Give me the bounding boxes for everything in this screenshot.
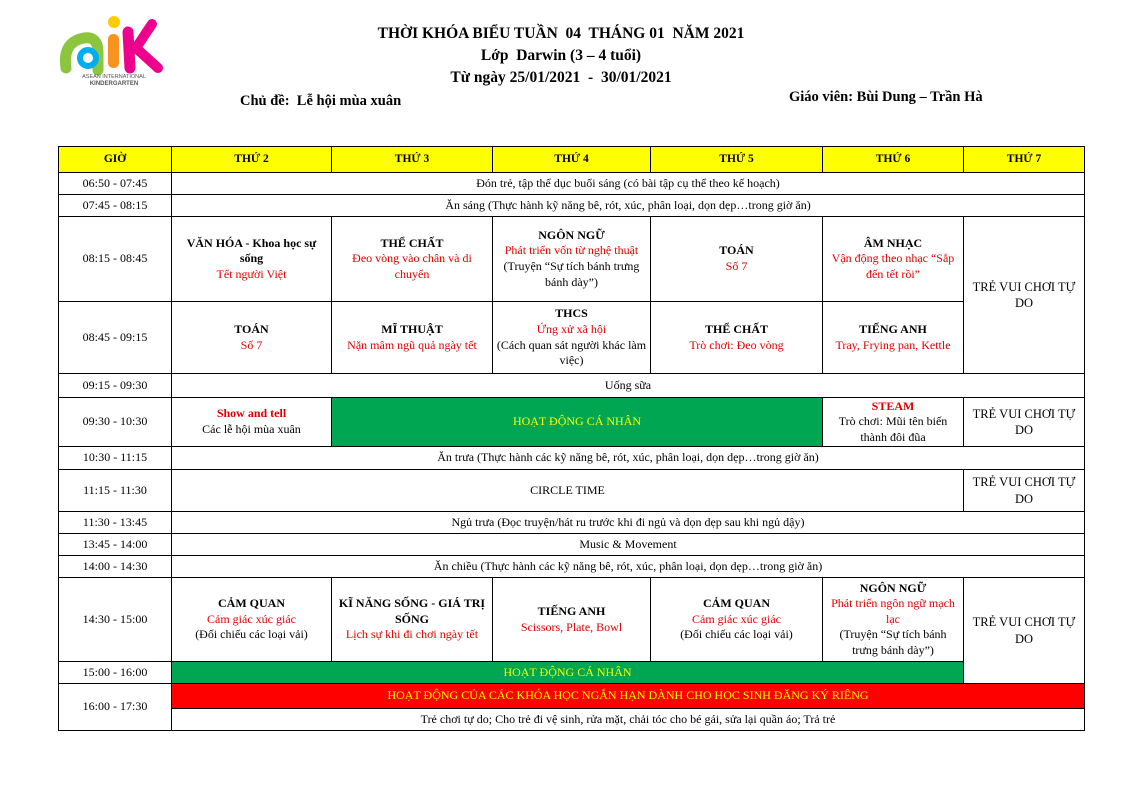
time-cell: 14:00 - 14:30 (59, 556, 172, 578)
subject: ÂM NHẠC (863, 235, 923, 250)
col-mon: THỨ 2 (172, 147, 332, 173)
table-row (59, 578, 1085, 662)
fri-0845 (823, 302, 964, 374)
milk-activity: Uống sữa (172, 374, 1085, 398)
subject: NGÔN NGỮ (859, 580, 927, 595)
topic: Cảm giác xúc giác (207, 611, 296, 626)
table-row (59, 195, 1085, 217)
sat-free-play: TRẺ VUI CHƠI TỰ DO (964, 217, 1085, 374)
theme-label: Chủ đề: Lễ hội mùa xuân (240, 93, 402, 109)
subject: VĂN HÓA - Khoa học sự sống (186, 235, 317, 266)
table-row (59, 447, 1085, 470)
time-cell: 10:30 - 11:15 (59, 447, 172, 470)
col-time: GIỜ (59, 147, 172, 173)
table-row (59, 534, 1085, 556)
table-row (59, 302, 1085, 374)
table-row (59, 470, 1085, 512)
header-row (59, 147, 1085, 173)
individual-activity-bar: HOẠT ĐỘNG CÁ NHÂN (172, 662, 964, 684)
time-cell: 13:45 - 14:00 (59, 534, 172, 556)
class-line: Lớp Darwin (3 – 4 tuổi) (480, 47, 642, 64)
subject: TIẾNG ANH (859, 321, 927, 336)
subject: Show and tell (216, 406, 287, 421)
time-cell: 08:15 - 08:45 (59, 217, 172, 302)
topic: Vận động theo nhạc “Sắp đến tết rồi” (831, 251, 955, 281)
table-row (59, 662, 1085, 684)
fri-1430 (823, 578, 964, 662)
breakfast-activity: Ăn sáng (Thực hành kỹ năng bê, rót, xúc, phân loại, dọn dẹp…trong giờ ăn) (172, 195, 1085, 217)
time-cell: 15:00 - 16:00 (59, 662, 172, 684)
aik-logo-icon (58, 12, 170, 88)
subject: CẢM QUAN (703, 596, 770, 611)
time-cell: 09:30 - 10:30 (59, 398, 172, 447)
table-row (59, 374, 1085, 398)
table-row (59, 173, 1085, 195)
col-sat: THỨ 7 (964, 147, 1085, 173)
time-cell: 06:50 - 07:45 (59, 173, 172, 195)
time-cell: 11:15 - 11:30 (59, 470, 172, 512)
topic: Trò chơi: Đeo vòng (689, 337, 784, 352)
wed-0815 (493, 217, 651, 302)
svg-text:ASEAN INTERNATIONAL: ASEAN INTERNATIONAL (82, 74, 146, 80)
table-row (59, 684, 1085, 709)
individual-activity-bar: HOẠT ĐỘNG CÁ NHÂN (332, 398, 823, 447)
teacher-label: Giáo viên: Bùi Dung – Trần Hà (789, 89, 983, 105)
time-cell: 09:15 - 09:30 (59, 374, 172, 398)
mon-0815 (172, 217, 332, 302)
topic: Lịch sự khi đi chơi ngày tết (345, 627, 479, 642)
subject: TOÁN (234, 321, 269, 336)
mon-0930 (172, 398, 332, 447)
topic: Số 7 (240, 337, 263, 352)
note: (Truyện “Sự tích bánh trưng bánh dày”) (839, 627, 947, 657)
fri-0815 (823, 217, 964, 302)
note: (Đối chiếu các loại vải) (680, 627, 793, 642)
wed-1430 (493, 578, 651, 662)
note: (Truyện “Sự tích bánh trưng bánh dày”) (503, 259, 640, 289)
topic: Nặn mâm ngũ quả ngày tết (347, 337, 477, 352)
nap-activity: Ngủ trưa (Đọc truyện/hát ru trước khi đi ngủ và dọn dẹp sau khi ngủ dậy) (172, 512, 1085, 534)
mon-0845 (172, 302, 332, 374)
time-cell: 11:30 - 13:45 (59, 512, 172, 534)
topic: Tray, Frying pan, Kettle (835, 337, 951, 352)
fri-0930 (823, 398, 964, 447)
col-tue: THỨ 3 (332, 147, 493, 173)
tue-0845 (332, 302, 493, 374)
lunch-activity: Ăn trưa (Thực hành các kỹ năng bê, rót, xúc, phân loại, dọn dẹp…trong giờ ăn) (172, 447, 1085, 470)
wed-0845 (493, 302, 651, 374)
topic: Đeo vòng vào chân và di chuyển (352, 251, 472, 281)
subject: STEAM (871, 398, 915, 413)
subject: NGÔN NGỮ (538, 227, 605, 242)
short-courses-bar: HOẠT ĐỘNG CỦA CÁC KHÓA HỌC NGẮN HẠN DÀNH CHO HỌC SINH ĐĂNG KÝ RIÊNG (172, 684, 1085, 709)
table-row (59, 398, 1085, 447)
time-cell: 16:00 - 17:30 (59, 684, 172, 731)
table-row (59, 512, 1085, 534)
time-cell: 07:45 - 08:15 (59, 195, 172, 217)
sat-free-play: TRẺ VUI CHƠI TỰ DO (964, 578, 1085, 684)
date-range: Từ ngày 25/01/2021 - 30/01/2021 (450, 69, 672, 86)
subject: TOÁN (719, 243, 754, 258)
note: (Đối chiếu các loại vải) (195, 627, 308, 642)
table-row (59, 217, 1085, 302)
thu-0845 (651, 302, 823, 374)
tue-1430 (332, 578, 493, 662)
pickup-activity: Trẻ chơi tự do; Cho trẻ đi vệ sinh, rửa mặt, chải tóc cho bé gái, sửa lại quần áo; Trả trẻ (172, 709, 1085, 731)
sat-free-play: TRẺ VUI CHƠI TỰ DO (964, 470, 1085, 512)
topic: Phát triển ngôn ngữ mạch lạc (831, 596, 955, 626)
col-fri: THỨ 6 (823, 147, 964, 173)
topic: Số 7 (725, 259, 748, 273)
tue-0815 (332, 217, 493, 302)
table-row (59, 709, 1085, 731)
circle-time: CIRCLE TIME (172, 470, 964, 512)
topic: Phát triển vốn từ nghệ thuật (504, 243, 639, 258)
time-cell: 14:30 - 15:00 (59, 578, 172, 662)
topic: Tết người Việt (216, 266, 287, 281)
school-logo (58, 12, 170, 88)
subject: TIẾNG ANH (537, 603, 606, 618)
topic: Scissors, Plate, Bowl (520, 619, 623, 634)
mon-1430 (172, 578, 332, 662)
thu-0815 (651, 217, 823, 302)
topic: Ứng xử xã hội (536, 321, 607, 336)
schedule-title: THỜI KHÓA BIỂU TUẦN 04 THÁNG 01 NĂM 2021 (377, 25, 745, 42)
timetable (58, 146, 1085, 731)
snack-activity: Ăn chiều (Thực hành các kỹ năng bê, rót, xúc, phân loại, dọn dẹp…trong giờ ăn) (172, 556, 1085, 578)
subject: MĨ THUẬT (381, 321, 443, 336)
table-row (59, 556, 1085, 578)
subject: THCS (555, 306, 588, 321)
topic: Trò chơi: Mũi tên biến thành đôi đũa (838, 414, 948, 444)
thu-1430 (651, 578, 823, 662)
svg-text:KINDERGARTEN: KINDERGARTEN (89, 81, 139, 87)
sat-free-play: TRẺ VUI CHƠI TỰ DO (964, 398, 1085, 447)
col-thu: THỨ 5 (651, 147, 823, 173)
time-cell: 08:45 - 09:15 (59, 302, 172, 374)
col-wed: THỨ 4 (493, 147, 651, 173)
subject: THỂ CHẤT (380, 235, 444, 250)
subject: THỂ CHẤT (704, 321, 768, 336)
subject: KĨ NĂNG SỐNG - GIÁ TRỊ SỐNG (338, 596, 486, 626)
subject: CẢM QUAN (218, 596, 285, 611)
note: (Cách quan sát người khác làm việc) (496, 337, 647, 368)
welcome-activity: Đón trẻ, tập thể dục buổi sáng (có bài tập cụ thể theo kế hoạch) (172, 173, 1085, 195)
topic: Cảm giác xúc giác (692, 611, 781, 626)
topic: Các lễ hội mùa xuân (202, 422, 301, 436)
music-activity: Music & Movement (172, 534, 1085, 556)
